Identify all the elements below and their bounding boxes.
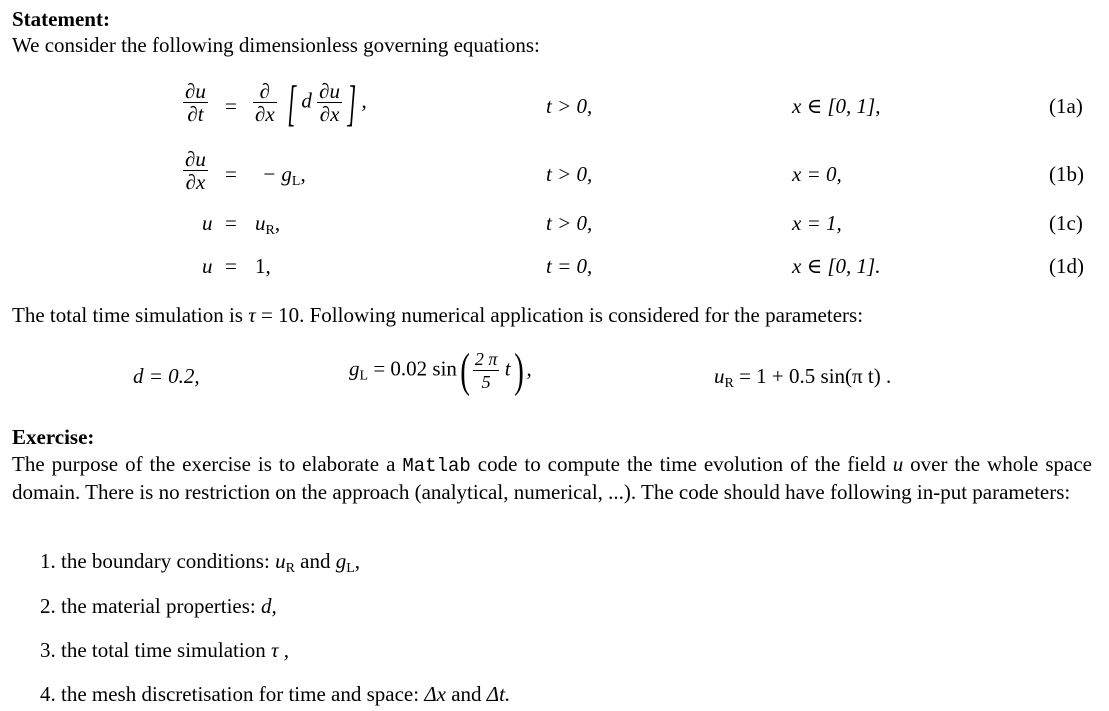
eq1d-time-condition: t = 0, bbox=[546, 254, 593, 278]
eq1a-rhs: $\frac{\partial}{\partial x}$ [ d $\frac{\partial u}{\partial x}$ ] , bbox=[255, 74, 367, 131]
equation-1d bbox=[0, 254, 1109, 284]
eq1b-space-condition: x = 0, bbox=[792, 162, 842, 186]
equation-1c bbox=[0, 211, 1109, 241]
eq1b-rhs: − $g_L$, bbox=[262, 162, 306, 189]
eq1a-label: (1a) bbox=[1049, 94, 1083, 118]
eq1c-rhs: $u_R$, bbox=[255, 211, 281, 238]
eq1d-rhs: 1, bbox=[255, 254, 271, 278]
equation-1a bbox=[0, 74, 1109, 136]
eq1c-time-condition: t > 0, bbox=[546, 211, 593, 235]
param-d: d = 0.2, bbox=[133, 364, 200, 388]
eq1b-lhs-fraction: $\frac{\partial u}{\partial x}$ bbox=[185, 147, 206, 194]
eq1a-lhs-fraction: $\frac{\partial u}{\partial t}$ bbox=[185, 79, 206, 126]
eq1b-label: (1b) bbox=[1049, 162, 1084, 186]
eq1c-lhs: u bbox=[202, 211, 213, 235]
param-uR: $u_R = 1 + 0.5$ sin(π t) . bbox=[714, 364, 892, 391]
statement-intro: We consider the following dimensionless governing equations: bbox=[12, 33, 540, 57]
list-item-2: 2. the material properties: d, bbox=[40, 594, 277, 618]
simulation-sentence: The total time simulation is τ = 10. Following numerical application is considered for the parameters: bbox=[12, 303, 864, 327]
statement-heading: Statement: bbox=[12, 7, 110, 31]
eq1b-time-condition: t > 0, bbox=[546, 162, 593, 186]
list-item-3: 3. the total time simulation τ , bbox=[40, 638, 290, 662]
eq1b-equals: = bbox=[225, 162, 237, 186]
eq1d-equals: = bbox=[225, 254, 237, 278]
eq1a-time-condition: t > 0, bbox=[546, 94, 593, 118]
eq1c-space-condition: x = 1, bbox=[792, 211, 842, 235]
exercise-paragraph: The purpose of the exercise is to elaborate a Matlab code to compute the time evolution of the field u over the whole space domain. There is no restriction on the approach (analytical, numerical, ...). The code should have following in-put parameters: bbox=[12, 452, 1092, 504]
eq1a-space-condition: x ∈ [0, 1], bbox=[792, 94, 881, 118]
eq1d-lhs: u bbox=[202, 254, 213, 278]
matlab-keyword: Matlab bbox=[402, 455, 471, 477]
exercise-heading: Exercise: bbox=[12, 425, 95, 449]
list-item-1: 1. the boundary conditions: $u_R$ and $g_L$, bbox=[40, 549, 361, 576]
eq1c-label: (1c) bbox=[1049, 211, 1083, 235]
parameters-row bbox=[0, 343, 1109, 406]
list-item-4: 4. the mesh discretisation for time and space: Δx and Δt. bbox=[40, 682, 511, 706]
eq1c-equals: = bbox=[225, 211, 237, 235]
param-gL: $g_L = 0.02$ sin( $\frac{2 \pi}{5}$ t) , bbox=[349, 343, 532, 397]
eq1a-equals: = bbox=[225, 94, 237, 118]
equation-1b bbox=[0, 148, 1109, 204]
eq1d-space-condition: x ∈ [0, 1]. bbox=[792, 254, 881, 278]
eq1d-label: (1d) bbox=[1049, 254, 1084, 278]
